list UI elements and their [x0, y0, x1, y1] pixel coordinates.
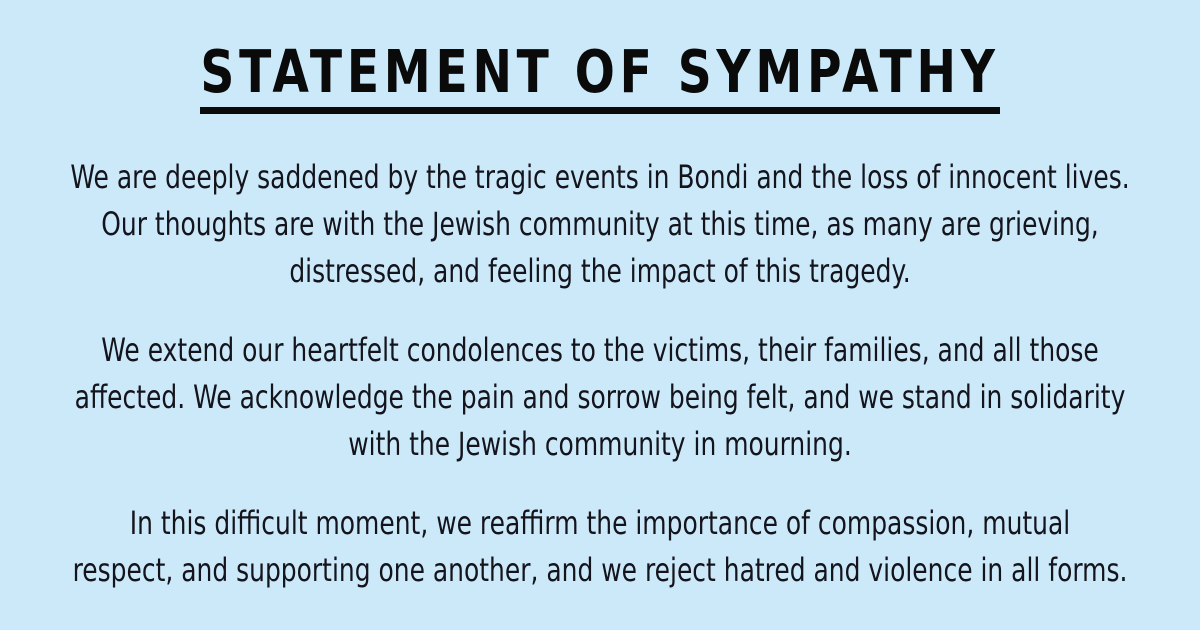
paragraph-line: respect, and supporting one another, and we reject hatred and violence in all forms.: [72, 551, 1128, 589]
paragraph-line: distressed, and feeling the impact of this tragedy.: [289, 252, 911, 290]
paragraph-line: affected. We acknowledge the pain and sorrow being felt, and we stand in solidarity: [74, 378, 1126, 416]
paragraph-line: In this difficult moment, we reaffirm the importance of compassion, mutual: [129, 504, 1071, 542]
title-wrap: [0, 37, 1200, 114]
statement-body: [0, 154, 1200, 594]
paragraph-line: We are deeply saddened by the tragic events in Bondi and the loss of innocent lives.: [70, 158, 1130, 196]
paragraph-1: [0, 154, 1200, 295]
paragraph-line: with the Jewish community in mourning.: [348, 425, 852, 463]
paragraph-3: [0, 500, 1200, 594]
paragraph-line: We extend our heartfelt condolences to the victims, their families, and all those: [101, 331, 1099, 369]
paragraph-line: Our thoughts are with the Jewish community at this time, as many are grieving,: [101, 205, 1099, 243]
page-title: STATEMENT OF SYMPATHY: [200, 42, 999, 114]
paragraph-2: [0, 327, 1200, 468]
